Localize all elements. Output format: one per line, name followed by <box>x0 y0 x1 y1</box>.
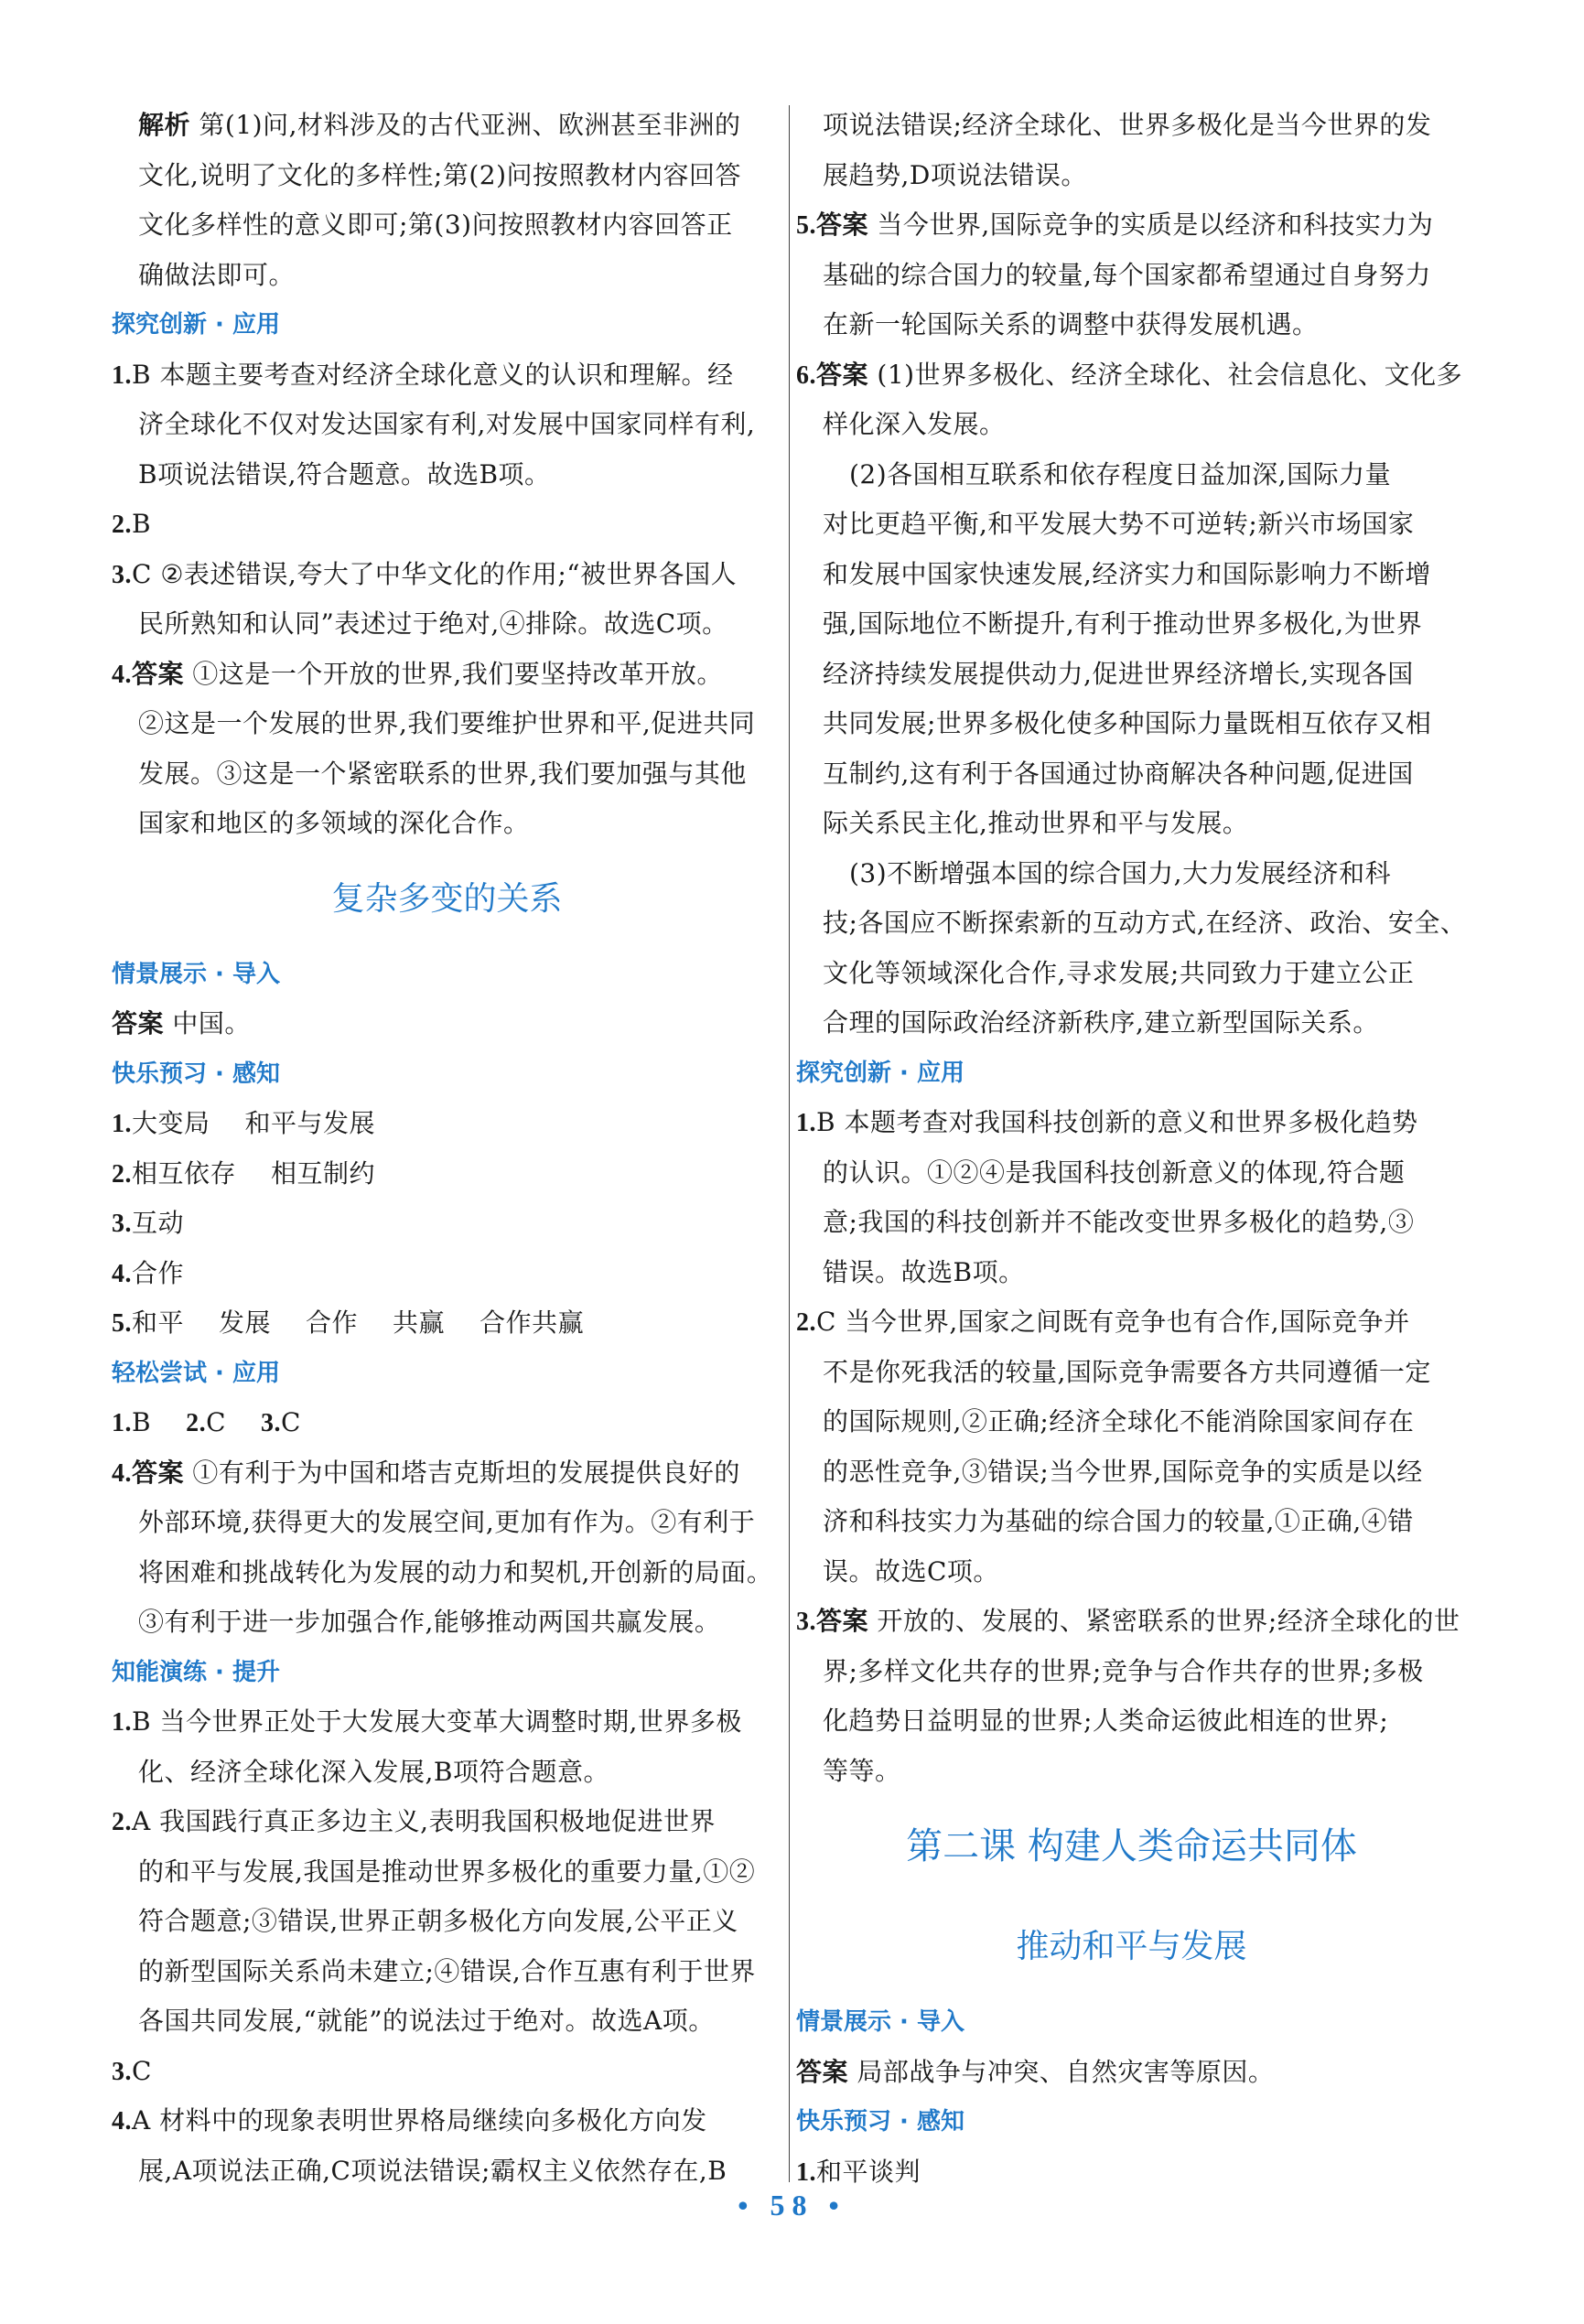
text-line: 1.B 本题考查对我国科技创新的意义和世界多极化趋势 <box>796 1107 1418 1137</box>
text-line: 符合题意;③错误,世界正朝多极化方向发展,公平正义 <box>138 1906 738 1936</box>
column-divider <box>789 105 790 2182</box>
text-line: 1.B 2.C 3.C <box>112 1407 301 1437</box>
section-heading: 探究创新 · 应用 <box>796 1059 964 1087</box>
text-line: 共同发展;世界多极化使多种国际力量既相互依存又相 <box>823 708 1432 738</box>
left-column <box>112 101 782 2196</box>
text-line: 济和科技实力为基础的综合国力的较量,①正确,④错 <box>823 1506 1414 1536</box>
text-line: 4.合作 <box>112 1257 185 1288</box>
text-line: 3.C <box>112 2055 152 2086</box>
text-line: 误。故选C项。 <box>823 1555 999 1587</box>
text-line: 5.答案 当今世界,国际竞争的实质是以经济和科技实力为 <box>796 210 1434 240</box>
section-title: 推动和平与发展 <box>1016 1928 1247 1965</box>
text-line: 际关系民主化,推动世界和平与发展。 <box>823 808 1249 838</box>
text-line: 技;各国应不断探索新的互动方式,在经济、政治、安全、 <box>823 908 1467 938</box>
section-heading: 情景展示 · 导入 <box>112 960 280 988</box>
text-line: 5.和平 发展 合作 共赢 合作共赢 <box>112 1307 585 1338</box>
text-line: 文化等领域深化合作,寻求发展;共同致力于建立公正 <box>823 957 1415 988</box>
text-line: 界;多样文化共存的世界;竞争与合作共存的世界;多极 <box>823 1655 1424 1686</box>
section-heading: 轻松尝试 · 应用 <box>112 1359 280 1387</box>
section-heading: 快乐预习 · 感知 <box>796 2108 964 2136</box>
text-line: 3.C ②表述错误,夸大了中华文化的作用;“被世界各国人 <box>112 558 738 589</box>
text-line: 1.和平谈判 <box>796 2156 921 2187</box>
text-line: 文化,说明了文化的多样性;第(2)问按照教材内容回答 <box>138 159 741 190</box>
text-line: 解析 第(1)问,材料涉及的古代亚洲、欧洲甚至非洲的 <box>138 110 741 140</box>
text-line: 答案 局部战争与冲突、自然灾害等原因。 <box>796 2056 1275 2087</box>
text-line: 6.答案 (1)世界多极化、经济全球化、社会信息化、文化多 <box>796 359 1463 390</box>
text-line: 基础的综合国力的较量,每个国家都希望通过自身努力 <box>823 259 1431 290</box>
text-line: 2.C 当今世界,国家之间既有竞争也有合作,国际竞争并 <box>796 1307 1410 1337</box>
text-line: 合理的国际政治经济新秩序,建立新型国际关系。 <box>823 1007 1379 1038</box>
text-line: 不是你死我活的较量,国际竞争需要各方共同遵循一定 <box>823 1356 1431 1387</box>
text-line: 外部环境,获得更大的发展空间,更加有作为。②有利于 <box>138 1507 756 1537</box>
text-line: 将困难和挑战转化为发展的动力和契机,开创新的局面。 <box>138 1556 773 1587</box>
text-line: 对比更趋平衡,和平发展大势不可逆转;新兴市场国家 <box>823 509 1415 539</box>
page-number: • 58 • <box>738 2189 846 2222</box>
text-line: 4.A 材料中的现象表明世界格局继续向多极化方向发 <box>112 2105 707 2136</box>
text-line: 文化多样性的意义即可;第(3)问按照教材内容回答正 <box>138 210 733 240</box>
text-line: 4.答案 ①有利于为中国和塔吉克斯坦的发展提供良好的 <box>112 1457 740 1488</box>
text-line: (2)各国相互联系和依存程度日益加深,国际力量 <box>849 458 1392 490</box>
text-line: 3.互动 <box>112 1208 185 1238</box>
text-line: ③有利于进一步加强合作,能够推动两国共赢发展。 <box>138 1607 721 1637</box>
text-line: 强,国际地位不断提升,有利于推动世界多极化,为世界 <box>823 608 1423 639</box>
section-heading: 探究创新 · 应用 <box>112 311 280 339</box>
text-line: 1.B 当今世界正处于大发展大变革大调整时期,世界多极 <box>112 1706 742 1737</box>
text-line: 发展。③这是一个紧密联系的世界,我们要加强与其他 <box>138 758 747 789</box>
text-line: 和发展中国家快速发展,经济实力和国际影响力不断增 <box>823 558 1431 589</box>
text-line: (3)不断增强本国的综合国力,大力发展经济和科 <box>849 857 1392 888</box>
text-line: 民所熟知和认同”表述过于绝对,④排除。故选C项。 <box>138 608 728 639</box>
text-line: 经济持续发展提供动力,促进世界经济增长,实现各国 <box>823 658 1414 689</box>
text-line: 2.B <box>112 509 152 539</box>
section-title: 复杂多变的关系 <box>331 879 563 918</box>
text-line: 的认识。①②④是我国科技创新意义的体现,符合题 <box>823 1157 1406 1188</box>
text-line: 国家和地区的多领域的深化合作。 <box>138 808 530 838</box>
text-line: 的和平与发展,我国是推动世界多极化的重要力量,①② <box>138 1856 756 1887</box>
text-line: 展趋势,D项说法错误。 <box>823 159 1087 190</box>
text-line: 样化深入发展。 <box>823 409 1006 439</box>
text-line: 济全球化不仅对发达国家有利,对发展中国家同样有利, <box>138 409 756 439</box>
text-line: ②这是一个发展的世界,我们要维护世界和平,促进共同 <box>138 708 756 738</box>
text-line: 2.相互依存 相互制约 <box>112 1157 376 1189</box>
text-line: 等等。 <box>823 1755 901 1786</box>
section-heading: 情景展示 · 导入 <box>796 2008 964 2036</box>
text-line: 错误。故选B项。 <box>823 1256 1025 1287</box>
text-line: 1.B 本题主要考查对经济全球化意义的认识和理解。经 <box>112 359 734 390</box>
text-line: 化趋势日益明显的世界;人类命运彼此相连的世界; <box>823 1705 1389 1736</box>
text-line: 在新一轮国际关系的调整中获得发展机遇。 <box>823 309 1319 339</box>
text-line: 3.答案 开放的、发展的、紧密联系的世界;经济全球化的世 <box>796 1606 1460 1636</box>
text-line: 确做法即可。 <box>138 259 296 290</box>
text-line: 4.答案 ①这是一个开放的世界,我们要坚持改革开放。 <box>112 658 723 689</box>
text-line: 的国际规则,②正确;经济全球化不能消除国家间存在 <box>823 1406 1415 1436</box>
text-line: 互制约,这有利于各国通过协商解决各种问题,促进国 <box>823 758 1414 789</box>
text-line: 的新型国际关系尚未建立;④错误,合作互惠有利于世界 <box>138 1955 756 1986</box>
analysis-label: 解析 <box>138 110 191 140</box>
text-line: 2.A 我国践行真正多边主义,表明我国积极地促进世界 <box>112 1806 717 1836</box>
text-line: 化、经济全球化深入发展,B项符合题意。 <box>138 1756 609 1787</box>
text-line: 各国共同发展,“就能”的说法过于绝对。故选A项。 <box>138 2006 715 2036</box>
right-column <box>796 101 1467 2197</box>
section-heading: 知能演练 · 提升 <box>112 1658 280 1686</box>
text-line: B项说法错误,符合题意。故选B项。 <box>138 458 551 490</box>
text-line: 意;我国的科技创新并不能改变世界多极化的趋势,③ <box>823 1207 1415 1237</box>
text-line: 的恶性竞争,③错误;当今世界,国际竞争的实质是以经 <box>823 1456 1423 1487</box>
text-line: 项说法错误;经济全球化、世界多极化是当今世界的发 <box>823 110 1432 140</box>
lesson-title: 第二课 构建人类命运共同体 <box>906 1825 1357 1867</box>
section-heading: 快乐预习 · 感知 <box>112 1060 280 1088</box>
text-line: 展,A项说法正确,C项说法错误;霸权主义依然存在,B <box>138 2155 727 2186</box>
text-line: 1.大变局 和平与发展 <box>112 1108 376 1138</box>
text-line: 答案 中国。 <box>112 1008 251 1038</box>
